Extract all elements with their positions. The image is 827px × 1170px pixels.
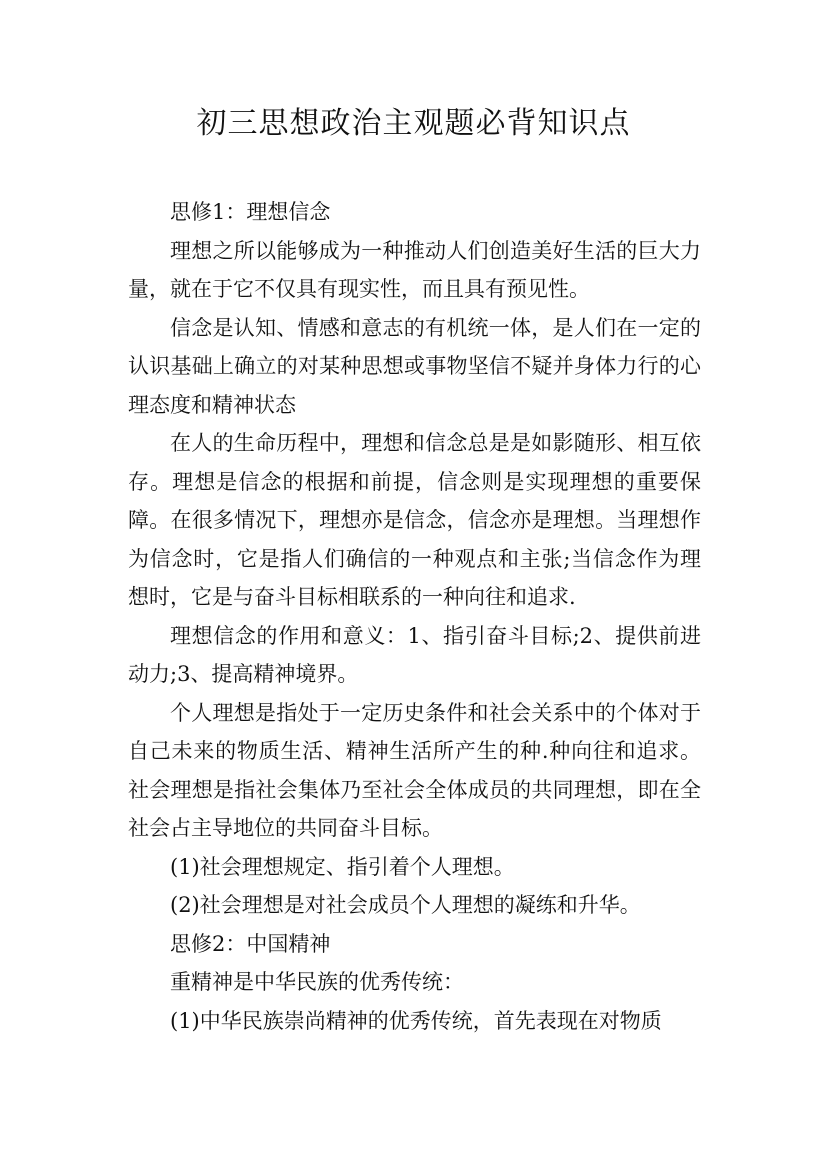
body-paragraph: 重精神是中华民族的优秀传统： [170, 970, 464, 994]
section-heading: 思修1：理想信念 [170, 200, 331, 224]
document-title: 初三思想政治主观题必背知识点 [196, 106, 631, 141]
body-paragraph: 信念是认知、情感和意志的有机统一体，是人们在一定的认识基础上确立的对某种思想或事物坚信不疑并身体力行的心理态度和精神状态 [128, 315, 701, 417]
list-item: (2)社会理想是对社会成员个人理想的凝练和升华。 [170, 893, 641, 917]
list-item: (1)中华民族崇尚精神的优秀传统，首先表现在对物质 [170, 1008, 662, 1033]
document-body [128, 193, 701, 1040]
body-paragraph: 个人理想是指处于一定历史条件和社会关系中的个体对于自己未来的物质生活、精神生活所产生的种.种向往和追求。社会理想是指社会集体乃至社会全体成员的共同理想，即在全社会占主导地位的共同奋斗目标。 [128, 700, 701, 840]
body-paragraph: 理想之所以能够成为一种推动人们创造美好生活的巨大力量，就在于它不仅具有现实性，而且具有预见性。 [128, 238, 701, 301]
section-heading: 思修2：中国精神 [170, 931, 331, 956]
body-paragraph: 在人的生命历程中，理想和信念总是是如影随形、相互依存。理想是信念的根据和前提，信念则是实现理想的重要保障。在很多情况下，理想亦是信念，信念亦是理想。当理想作为信念时，它是指人们确信的一种观点和主张;当信念作为理想时，它是与奋斗目标相联系的一种向往和追求. [128, 431, 701, 609]
body-paragraph: 理想信念的作用和意义：1、指引奋斗目标;2、提供前进动力;3、提高精神境界。 [128, 623, 701, 686]
list-item: (1)社会理想规定、指引着个人理想。 [170, 854, 515, 879]
